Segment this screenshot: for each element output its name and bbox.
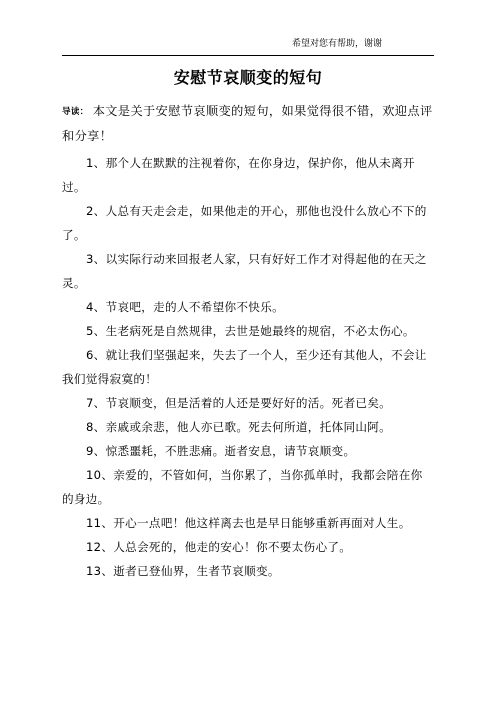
paragraph: 13、逝者已登仙界，生者节哀顺变。 <box>86 564 280 578</box>
document-intro <box>62 99 434 148</box>
document-body <box>62 151 434 583</box>
header-divider <box>62 55 434 56</box>
paragraph: 11、开心一点吧！他这样离去也是早日能够重新再面对人生。 <box>86 516 411 530</box>
intro-text: 本文是关于安慰节哀顺变的短句，如果觉得很不错，欢迎点评和分享！ <box>62 104 433 143</box>
intro-label: 导读： <box>62 107 89 117</box>
paragraph: 4、节哀吧，走的人不希望你不快乐。 <box>86 300 284 314</box>
paragraph: 1、那个人在默默的注视着你，在你身边，保护你，他从未离开过。 <box>62 156 415 194</box>
paragraph: 7、节哀顺变，但是活着的人还是要好好的活。死者已矣。 <box>86 396 392 410</box>
paragraph: 5、生老病死是自然规律，去世是她最终的规宿，不必太伤心。 <box>86 324 415 338</box>
document-title: 安慰节哀顺变的短句 <box>173 68 323 87</box>
paragraph: 3、以实际行动来回报老人家，只有好好工作才对得起他的在天之灵。 <box>62 252 427 290</box>
header-note: 希望对您有帮助，谢谢 <box>292 39 383 49</box>
paragraph: 10、亲爱的，不管如何，当你累了，当你孤单时，我都会陪在你的身边。 <box>62 468 423 506</box>
paragraph: 9、惊悉噩耗，不胜悲痛。逝者安息，请节哀顺变。 <box>86 444 356 458</box>
paragraph: 6、就让我们坚强起来，失去了一个人，至少还有其他人，不会让我们觉得寂寞的！ <box>62 348 427 386</box>
paragraph: 8、亲戚或余悲，他人亦已歌。死去何所道，托体同山阿。 <box>86 420 392 434</box>
paragraph: 2、人总有天走会走，如果他走的开心，那他也没什么放心不下的了。 <box>62 204 427 242</box>
paragraph: 12、人总会死的，他走的安心！你不要太伤心了。 <box>86 540 352 554</box>
